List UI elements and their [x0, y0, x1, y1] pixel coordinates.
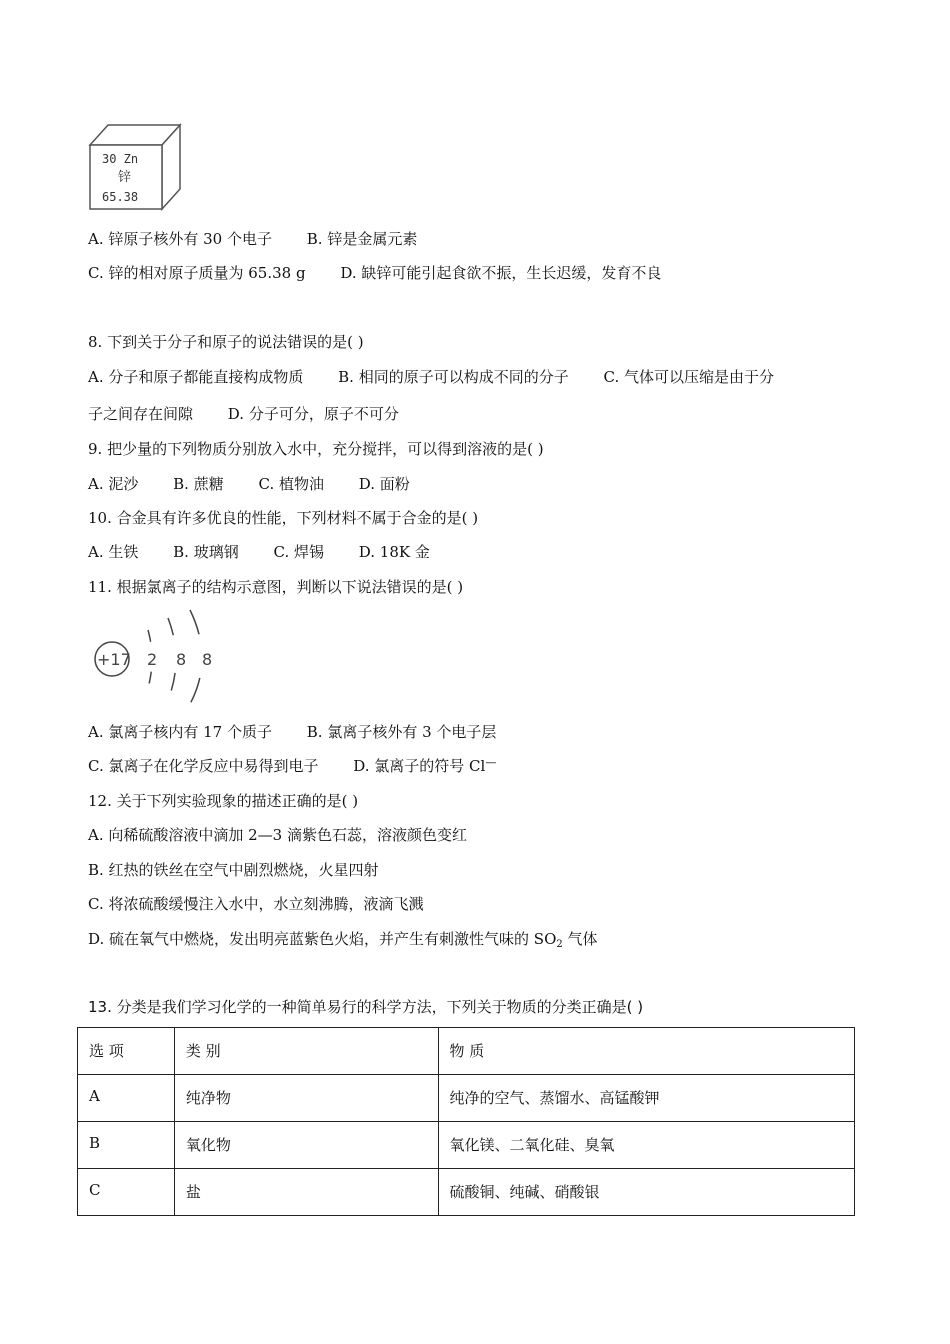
table-row: [78, 1075, 855, 1122]
q8-stem: 8. 下到关于分子和原子的说法错误的是( ): [88, 333, 364, 351]
q9-option-d[interactable]: D. 面粉: [358, 475, 410, 493]
q12-stem: 12. 关于下列实验现象的描述正确的是( ): [88, 792, 359, 810]
table-header-row: [78, 1028, 855, 1075]
q8-option-c-cont: 子之间存在间隙: [88, 405, 194, 423]
q12-option-c[interactable]: C. 将浓硫酸缓慢注入水中，水立刻沸腾，液滴飞溅: [88, 895, 424, 913]
zinc-number-symbol: 30 Zn: [102, 152, 139, 166]
q12-option-d-text: D. 硫在氧气中燃烧，发出明亮蓝紫色火焰，并产生有刺激性气味的 SO: [88, 930, 557, 948]
q7-option-c[interactable]: C. 锌的相对原子质量为 65.38 g: [88, 264, 306, 282]
table-cell: 盐: [174, 1169, 438, 1216]
q7-options-row1: [88, 228, 417, 249]
q12-option-d-tail: 气体: [562, 930, 598, 948]
q10-option-c[interactable]: C. 焊锡: [273, 543, 324, 561]
cl-shell-2-count: 8: [176, 650, 187, 669]
q13-classification-table: [77, 1027, 855, 1216]
so2-subscript: 2: [556, 939, 563, 950]
q7-option-a[interactable]: A. 锌原子核外有 30 个电子: [88, 230, 272, 248]
q7-option-d[interactable]: D. 缺锌可能引起食欲不振，生长迟缓，发育不良: [340, 264, 662, 282]
q10-option-a[interactable]: A. 生铁: [88, 543, 139, 561]
zinc-mass: 65.38: [102, 190, 139, 204]
q13-stem: 13. 分类是我们学习化学的一种简单易行的科学方法，下列关于物质的分类正确是( ): [88, 998, 644, 1016]
table-cell: 硫酸铜、纯碱、硝酸银: [438, 1169, 854, 1216]
q11-options-row1: [88, 721, 496, 742]
q11-option-d[interactable]: [353, 755, 496, 776]
q8-option-c[interactable]: C. 气体可以压缩是由于分: [603, 368, 774, 386]
q11-options-row2: [88, 755, 496, 776]
table-cell: 纯净的空气、蒸馏水、高锰酸钾: [438, 1075, 854, 1122]
q9-option-a[interactable]: A. 泥沙: [88, 475, 139, 493]
q7-option-b[interactable]: B. 锌是金属元素: [306, 230, 418, 248]
table-cell: 氧化物: [174, 1122, 438, 1169]
cl-shell-3-count: 8: [202, 650, 213, 669]
cl-nucleus-charge: +17: [97, 650, 131, 669]
q8-option-a[interactable]: A. 分子和原子都能直接构成物质: [88, 368, 304, 386]
cl-charge-sign: —: [485, 756, 497, 769]
zinc-name: 锌: [118, 170, 132, 185]
q10-stem: 10. 合金具有许多优良的性能，下列材料不属于合金的是( ): [88, 509, 479, 527]
chloride-ion-structure-diagram: [92, 608, 222, 704]
table-header-cell: 物 质: [438, 1028, 854, 1075]
table-header-cell: 选 项: [78, 1028, 175, 1075]
q9-options: [88, 473, 410, 494]
table-cell: A: [78, 1075, 175, 1122]
q8-options-row1: [88, 366, 774, 387]
table-cell: 纯净物: [174, 1075, 438, 1122]
q12-option-b[interactable]: B. 红热的铁丝在空气中剧烈燃烧，火星四射: [88, 861, 379, 879]
table-cell: 氧化镁、二氧化硅、臭氧: [438, 1122, 854, 1169]
q11-stem: 11. 根据氯离子的结构示意图，判断以下说法错误的是( ): [88, 578, 464, 596]
q9-option-b[interactable]: B. 蔗糖: [173, 475, 224, 493]
q11-option-c[interactable]: C. 氯离子在化学反应中易得到电子: [88, 757, 319, 775]
table-cell: C: [78, 1169, 175, 1216]
zinc-element-card: [88, 123, 183, 211]
table-row: [78, 1169, 855, 1216]
q8-options-row2: [88, 403, 399, 424]
cl-shell-1-count: 2: [147, 650, 158, 669]
table-row: [78, 1122, 855, 1169]
q8-option-b[interactable]: B. 相同的原子可以构成不同的分子: [338, 368, 569, 386]
q10-option-b[interactable]: B. 玻璃钢: [173, 543, 239, 561]
q11-option-b[interactable]: B. 氯离子核外有 3 个电子层: [306, 723, 497, 741]
table-cell: B: [78, 1122, 175, 1169]
q9-option-c[interactable]: C. 植物油: [258, 475, 324, 493]
q7-options-row2: [88, 262, 661, 283]
q10-options: [88, 541, 430, 562]
q8-option-d[interactable]: D. 分子可分，原子不可分: [227, 405, 399, 423]
q12-option-d[interactable]: [88, 928, 598, 950]
table-header-cell: 类 别: [174, 1028, 438, 1075]
q9-stem: 9. 把少量的下列物质分别放入水中，充分搅拌，可以得到溶液的是( ): [88, 440, 544, 458]
q11-option-a[interactable]: A. 氯离子核内有 17 个质子: [88, 723, 272, 741]
q10-option-d[interactable]: D. 18K 金: [358, 543, 430, 561]
q12-option-a[interactable]: A. 向稀硫酸溶液中滴加 2—3 滴紫色石蕊，溶液颜色变红: [88, 826, 467, 844]
q11-option-d-text: D. 氯离子的符号 Cl: [353, 757, 486, 775]
